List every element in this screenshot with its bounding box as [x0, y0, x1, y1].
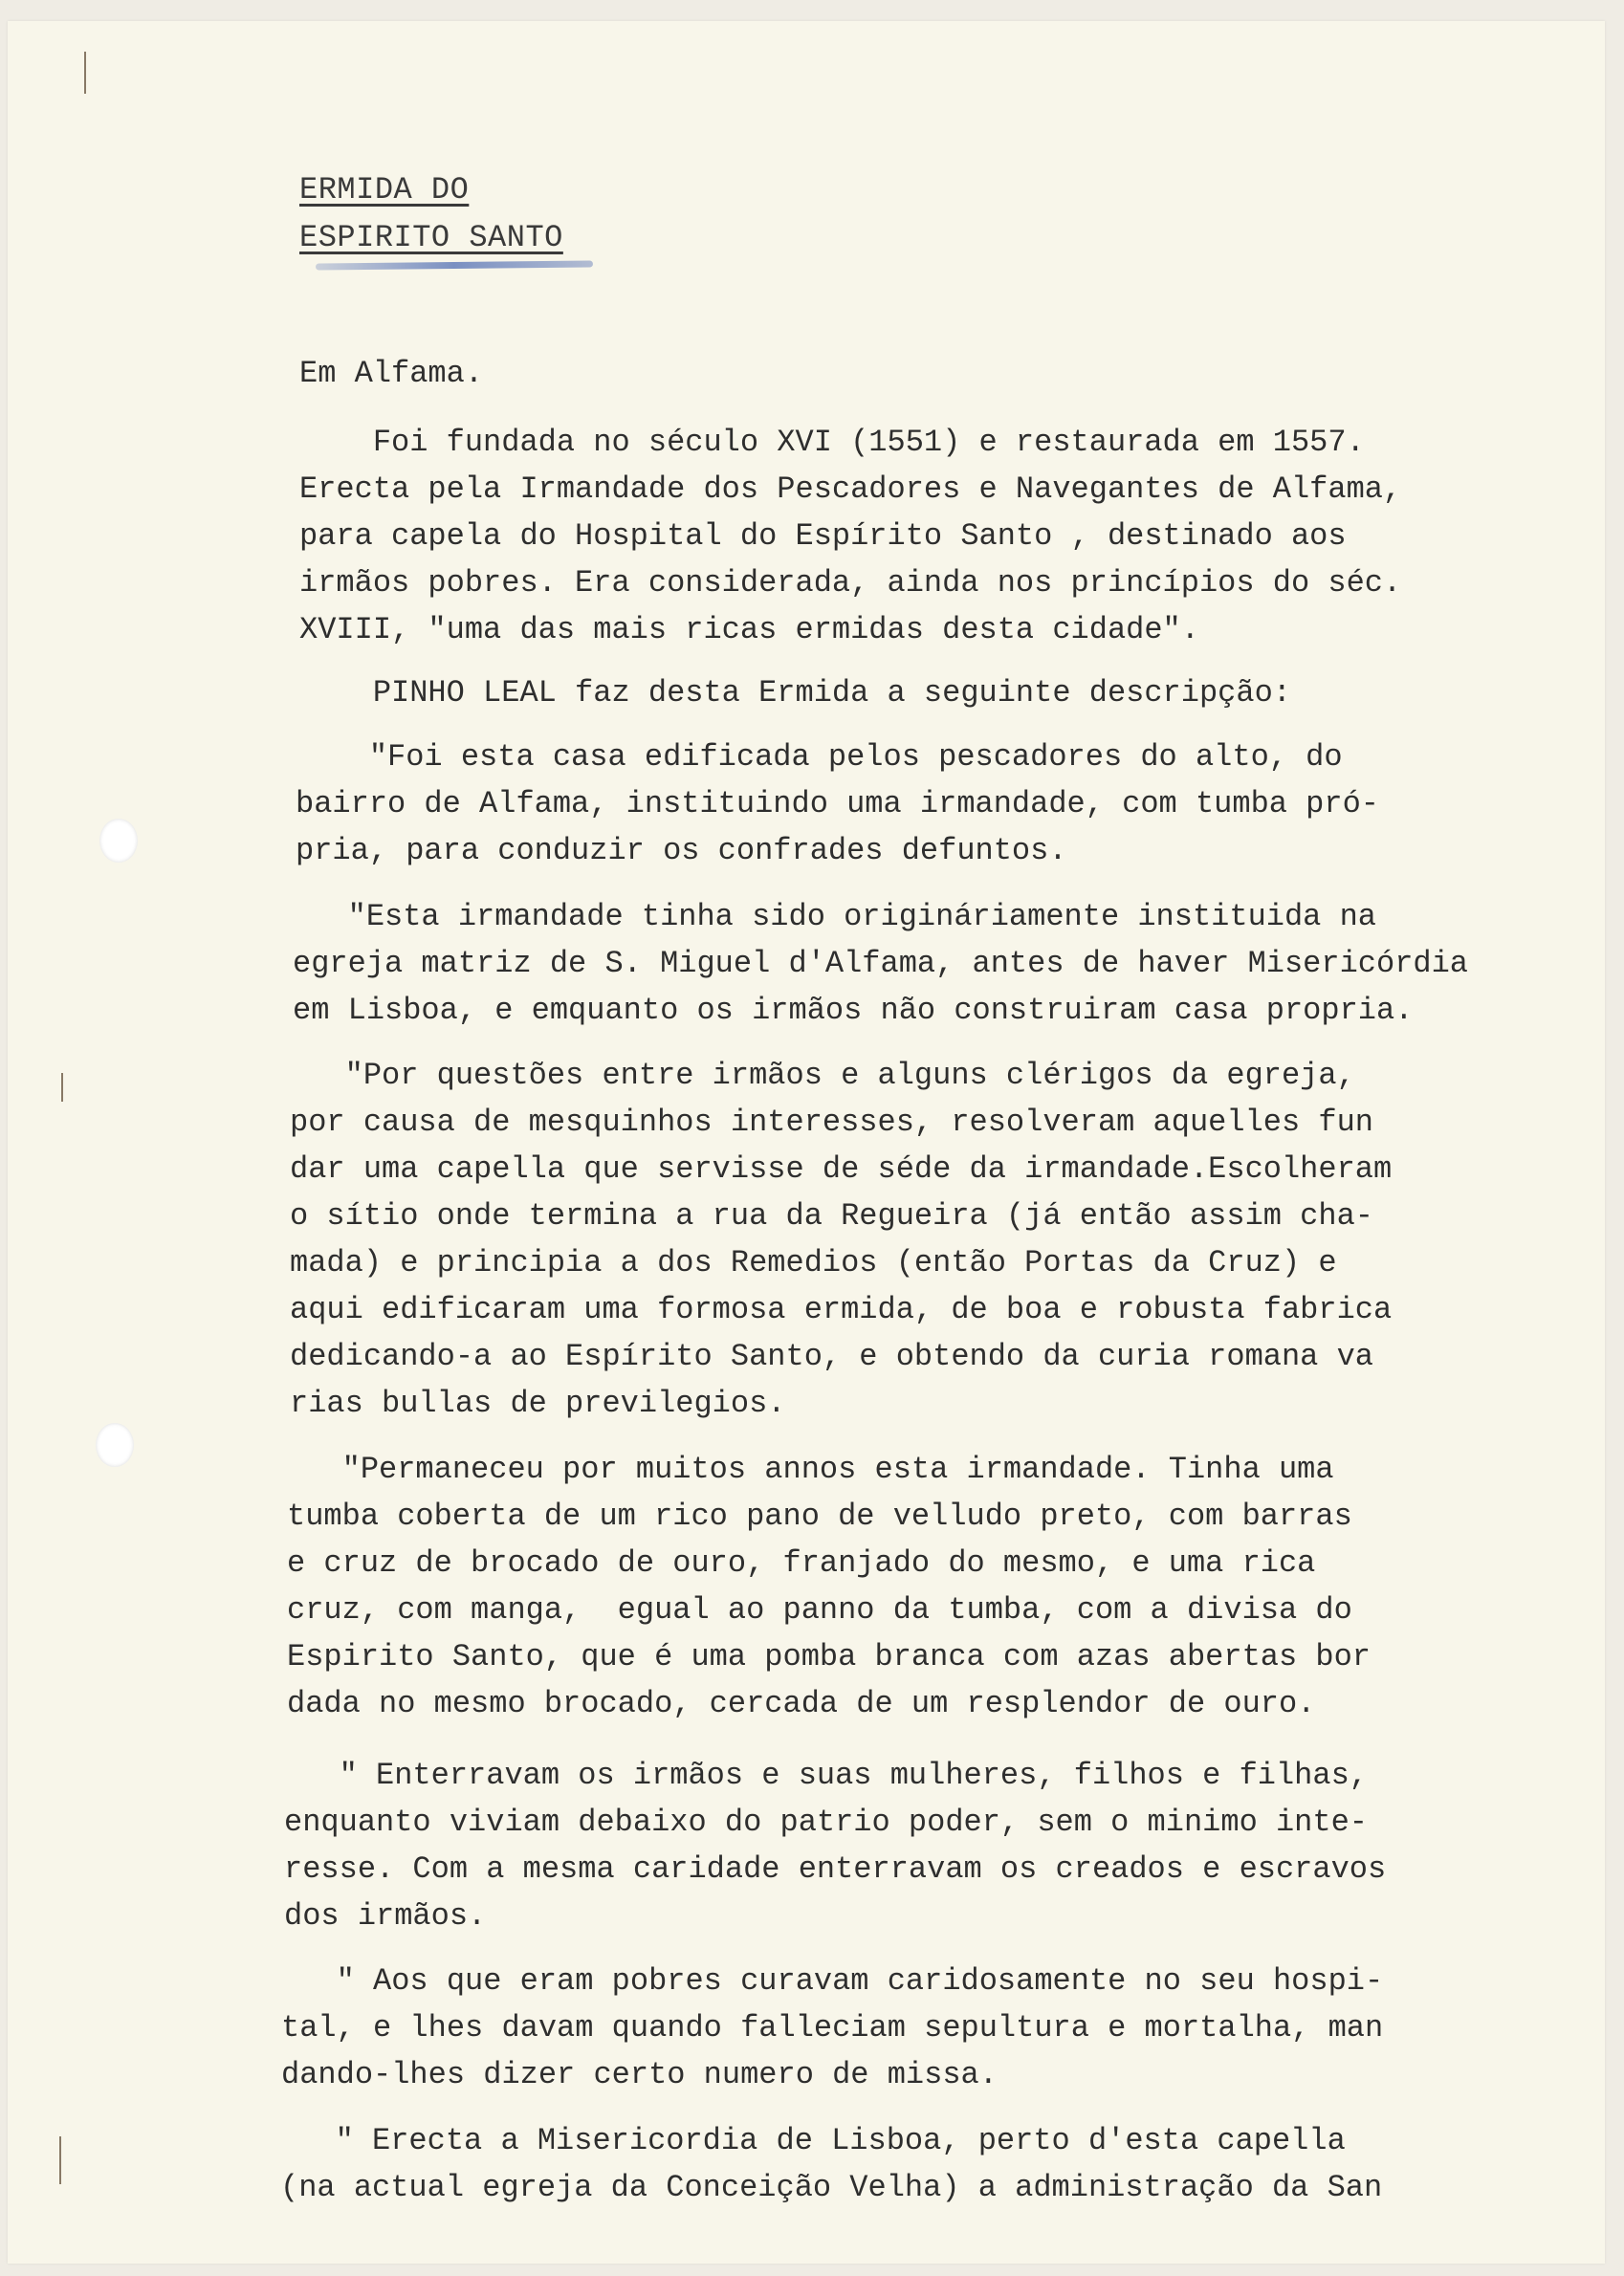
- location-line: Em Alfama.: [299, 356, 484, 391]
- text-line: " Aos que eram pobres curavam caridosamente no seu hospi-: [281, 1963, 1384, 1999]
- text-line: Espirito Santo, que é uma pomba branca com azas abertas bor: [287, 1639, 1371, 1674]
- paragraph-quote-2: [293, 893, 1468, 1034]
- paragraph-quote-5: [284, 1752, 1386, 1939]
- text-line: tal, e lhes davam quando falleciam sepultura e mortalha, man: [281, 2010, 1384, 2046]
- punch-hole: [99, 819, 138, 863]
- title-line-2: ESPIRITO SANTO: [299, 220, 563, 255]
- text-line: tumba coberta de um rico pano de velludo preto, com barras: [287, 1499, 1352, 1534]
- paragraph-quote-6: [281, 1958, 1383, 2098]
- text-line: em Lisboa, e emquanto os irmãos não construiram casa propria.: [293, 993, 1414, 1028]
- punch-hole: [96, 1423, 134, 1467]
- paragraph-pinho-leal: [299, 669, 1291, 716]
- text-line: resse. Com a mesma caridade enterravam os creados e escravos: [284, 1851, 1387, 1887]
- text-line: " Erecta a Misericordia de Lisboa, perto d'esta capella: [280, 2123, 1346, 2158]
- text-line: pria, para conduzir os confrades defuntos.: [296, 833, 1067, 868]
- text-line: XVIII, "uma das mais ricas ermidas desta cidade".: [299, 612, 1199, 647]
- text-line: Erecta pela Irmandade dos Pescadores e Navegantes de Alfama,: [299, 471, 1402, 507]
- text-line: (na actual egreja da Conceição Velha) a administração da San: [280, 2170, 1383, 2205]
- text-line: "Esta irmandade tinha sido origináriamente instituida na: [293, 899, 1376, 934]
- text-line: egreja matriz de S. Miguel d'Alfama, antes de haver Misericórdia: [293, 946, 1468, 981]
- text-line: "Foi esta casa edificada pelos pescadores do alto, do: [296, 739, 1343, 775]
- text-line: PINHO LEAL faz desta Ermida a seguinte descripção:: [299, 675, 1291, 711]
- text-line: "Por questões entre irmãos e alguns clérigos da egreja,: [290, 1058, 1355, 1093]
- text-line: dar uma capella que servisse de séde da irmandade.Escolheram: [290, 1151, 1393, 1187]
- paragraph-quote-4: [287, 1446, 1371, 1727]
- text-line: aqui edificaram uma formosa ermida, de boa e robusta fabrica: [290, 1292, 1393, 1327]
- margin-mark: [59, 2136, 61, 2184]
- paragraph-quote-3: [290, 1052, 1392, 1427]
- text-line: mada) e principia a dos Remedios (então Portas da Cruz) e: [290, 1245, 1337, 1280]
- paragraph-quote-7: [280, 2117, 1382, 2211]
- text-line: dedicando-a ao Espírito Santo, e obtendo da curia romana va: [290, 1339, 1373, 1374]
- text-line: " Enterravam os irmãos e suas mulheres, filhos e filhas,: [284, 1758, 1368, 1793]
- text-line: por causa de mesquinhos interesses, resolveram aquelles fun: [290, 1105, 1373, 1140]
- text-line: para capela do Hospital do Espírito Santo , destinado aos: [299, 518, 1347, 554]
- title-line-1: ERMIDA DO: [299, 172, 470, 208]
- text-line: enquanto viviam debaixo do patrio poder, sem o minimo inte-: [284, 1805, 1368, 1840]
- text-line: "Permaneceu por muitos annos esta irmandade. Tinha uma: [287, 1452, 1334, 1487]
- text-line: rias bullas de previlegios.: [290, 1386, 786, 1421]
- text-line: irmãos pobres. Era considerada, ainda nos princípios do séc.: [299, 565, 1402, 601]
- text-line: o sítio onde termina a rua da Regueira (já então assim cha-: [290, 1198, 1373, 1234]
- text-line: dos irmãos.: [284, 1898, 487, 1934]
- text-line: Foi fundada no século XVI (1551) e restaurada em 1557.: [299, 425, 1365, 460]
- text-line: e cruz de brocado de ouro, franjado do mesmo, e uma rica: [287, 1545, 1316, 1581]
- text-line: bairro de Alfama, instituindo uma irmandade, com tumba pró-: [296, 786, 1379, 821]
- text-line: dando-lhes dizer certo numero de missa.: [281, 2057, 998, 2092]
- margin-mark: [84, 52, 86, 94]
- text-line: dada no mesmo brocado, cercada de um resplendor de ouro.: [287, 1686, 1316, 1721]
- paragraph-founding: [299, 419, 1401, 653]
- margin-mark: [61, 1073, 63, 1102]
- paragraph-quote-1: [296, 733, 1379, 874]
- text-line: cruz, com manga, egual ao panno da tumba, com a divisa do: [287, 1592, 1352, 1628]
